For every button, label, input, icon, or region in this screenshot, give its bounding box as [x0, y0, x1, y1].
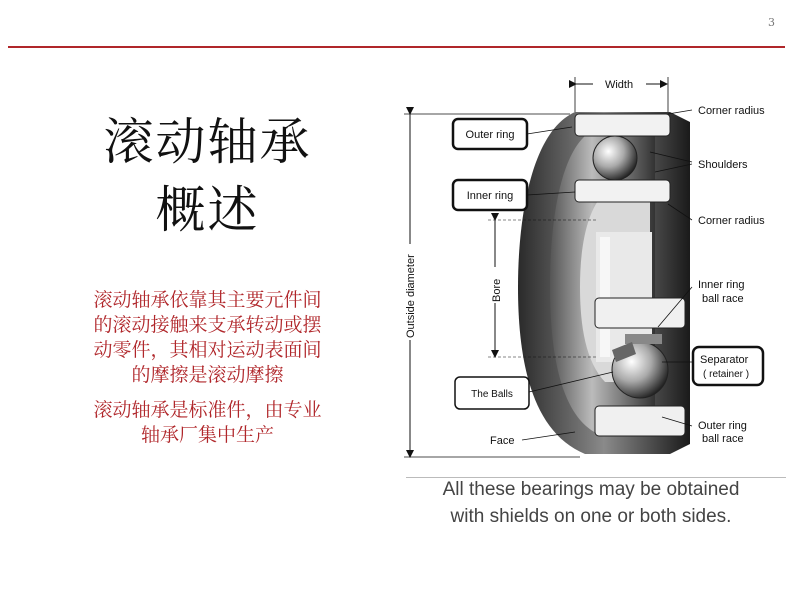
para2-line: 轴承厂集中生产	[140, 424, 274, 446]
width-label: Width	[604, 79, 634, 91]
inner-ring-ball-race-label-1: Inner ring	[698, 279, 745, 291]
corner-radius-mid-label: Corner radius	[698, 215, 765, 227]
header-divider	[8, 46, 785, 48]
title-line-2: 概述	[155, 181, 260, 239]
width-dimension	[575, 77, 668, 112]
face-label: Face	[490, 435, 515, 447]
corner-radius-top-label: Corner radius	[698, 105, 765, 117]
figure-caption	[408, 476, 774, 530]
para1-line: 滚动轴承依靠其主要元件间	[93, 289, 322, 311]
inner-ring-label: Inner ring	[466, 190, 514, 202]
the-balls-label: The Balls	[471, 389, 513, 400]
para1-line: 的滚动接触来支承转动或摆	[93, 314, 322, 336]
para1-line: 的摩擦是滚动摩擦	[131, 364, 284, 386]
outer-ring-ball-race-label-1: Outer ring	[698, 420, 747, 432]
outer-ring-label: Outer ring	[465, 129, 515, 141]
outside-diameter-label: Outside diameter	[405, 254, 417, 338]
body-text	[40, 288, 375, 458]
paragraph-2	[40, 398, 375, 448]
shoulders-label: Shoulders	[698, 159, 748, 171]
bore-label: Bore	[491, 278, 503, 302]
ball-top	[593, 136, 637, 180]
caption-line-2: with shields on one or both sides.	[450, 506, 732, 527]
page-number: 3	[768, 16, 775, 29]
inner-ring-ball-race-label-2: ball race	[702, 293, 744, 305]
caption-line-1: All these bearings may be obtained	[442, 479, 740, 500]
slide-title	[40, 108, 375, 244]
title-line-1: 滚动轴承	[103, 113, 312, 171]
para1-line: 动零件，其相对运动表面间	[93, 339, 322, 361]
separator-label-2: ( retainer )	[703, 369, 750, 380]
outer-ring-ball-race-label-2: ball race	[702, 433, 744, 445]
separator-label-1: Separator	[700, 354, 749, 366]
bearing-diagram	[400, 72, 793, 470]
paragraph-1	[40, 288, 375, 388]
para2-line: 滚动轴承是标准件，由专业	[93, 399, 322, 421]
